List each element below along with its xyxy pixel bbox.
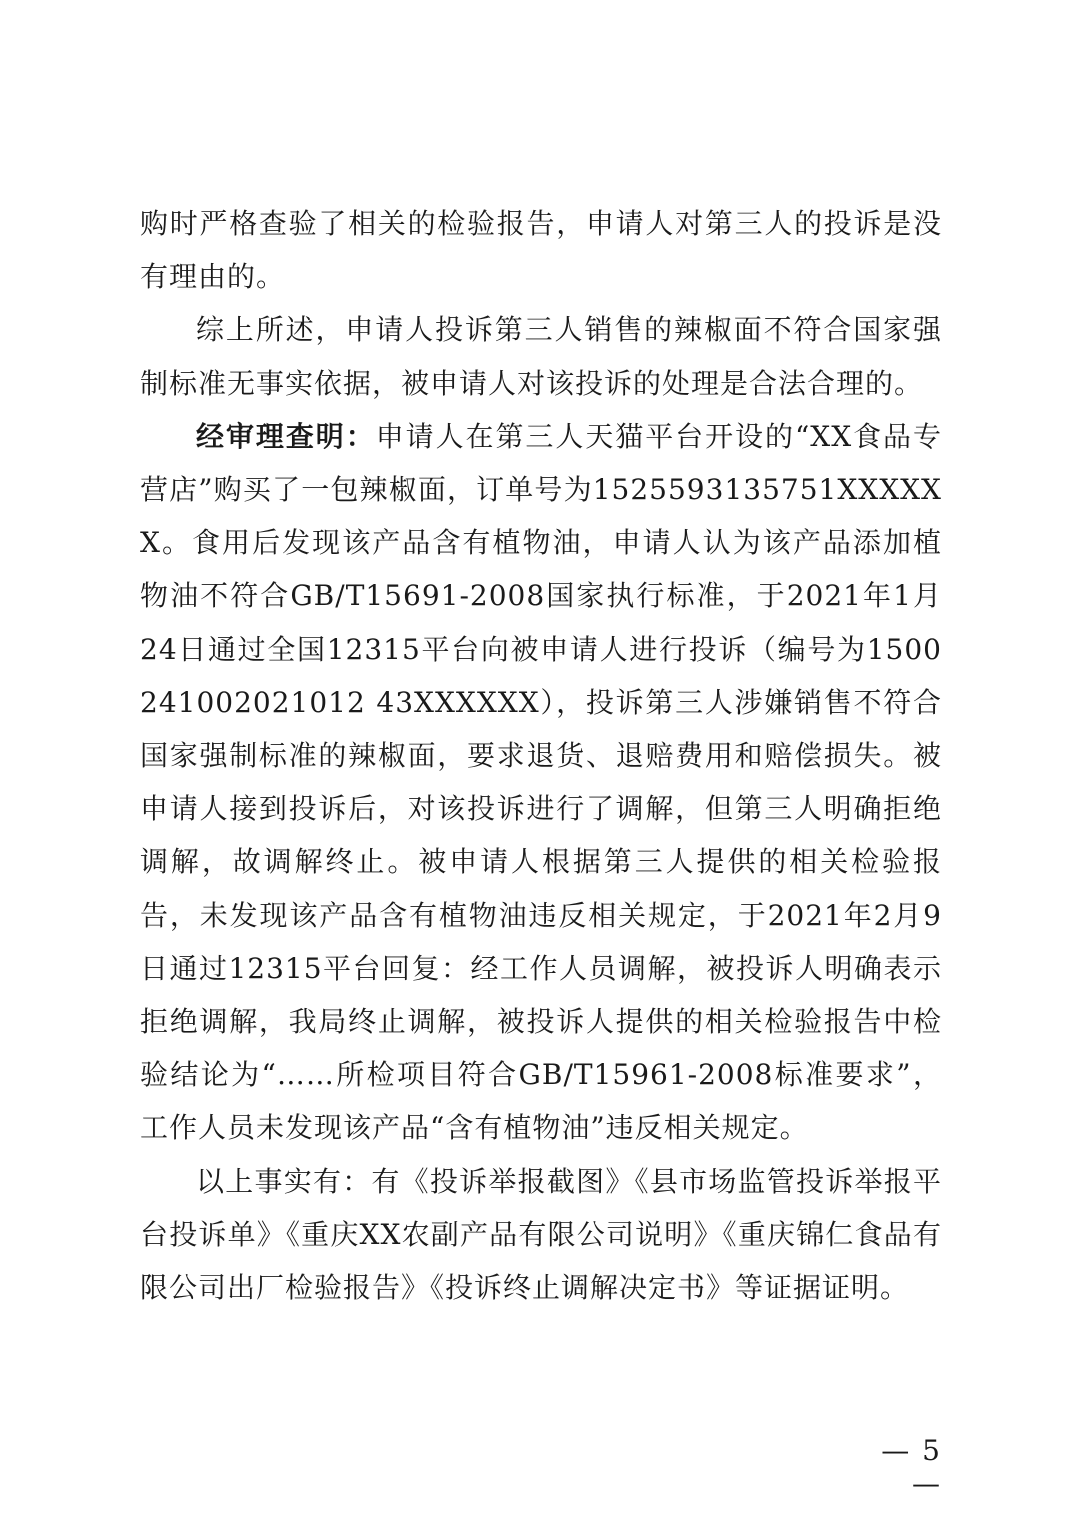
page-number: — 5 — <box>881 1434 942 1500</box>
paragraph-summary <box>140 303 942 409</box>
paragraph-lead-heading: 经审理查明： <box>196 419 376 453</box>
paragraph-text: 综上所述，申请人投诉第三人销售的辣椒面不符合国家强制标准无事实依据，被申请人对该投诉的处理是合法合理的。 <box>140 313 942 400</box>
paragraph-findings <box>140 410 942 1155</box>
paragraph-evidence <box>140 1155 942 1315</box>
paragraph-text: 申请人在第三人天猫平台开设的“XX食品专营店”购买了一包辣椒面，订单号为1525593135751XXXXXX。食用后发现该产品含有植物油，申请人认为该产品添加植物油不符合GB/T15691-2008国家执行标准，于2021年1月24日通过全国12315平台向被申请人进行投诉（编号为1500241002021012 43XXXXXX），投诉第三人涉嫌销售不符合国家强制标准的辣椒面，要求退货、退赔费用和赔偿损失。被申请人接到投诉后，对该投诉进行了调解，但第三人明确拒绝调解，故调解终止。被申请人根据第三人提供的相关检验报告，未发现该产品含有植物油违反相关规定，于2021年2月9日通过12315平台回复：经工作人员调解，被投诉人明确表示拒绝调解，我局终止调解，被投诉人提供的相关检验报告中检验结论为“……所检项目符合GB/T15961-2008标准要求”，工作人员未发现该产品“含有植物油”违反相关规定。 <box>140 419 942 1145</box>
document-body <box>140 197 942 1314</box>
paragraph-text: 以上事实有：有《投诉举报截图》《县市场监管投诉举报平台投诉单》《重庆XX农副产品有限公司说明》《重庆锦仁食品有限公司出厂检验报告》《投诉终止调解决定书》等证据证明。 <box>140 1164 942 1305</box>
paragraph-text: 购时严格查验了相关的检验报告，申请人对第三人的投诉是没有理由的。 <box>140 207 942 294</box>
paragraph-continuation <box>140 197 942 303</box>
